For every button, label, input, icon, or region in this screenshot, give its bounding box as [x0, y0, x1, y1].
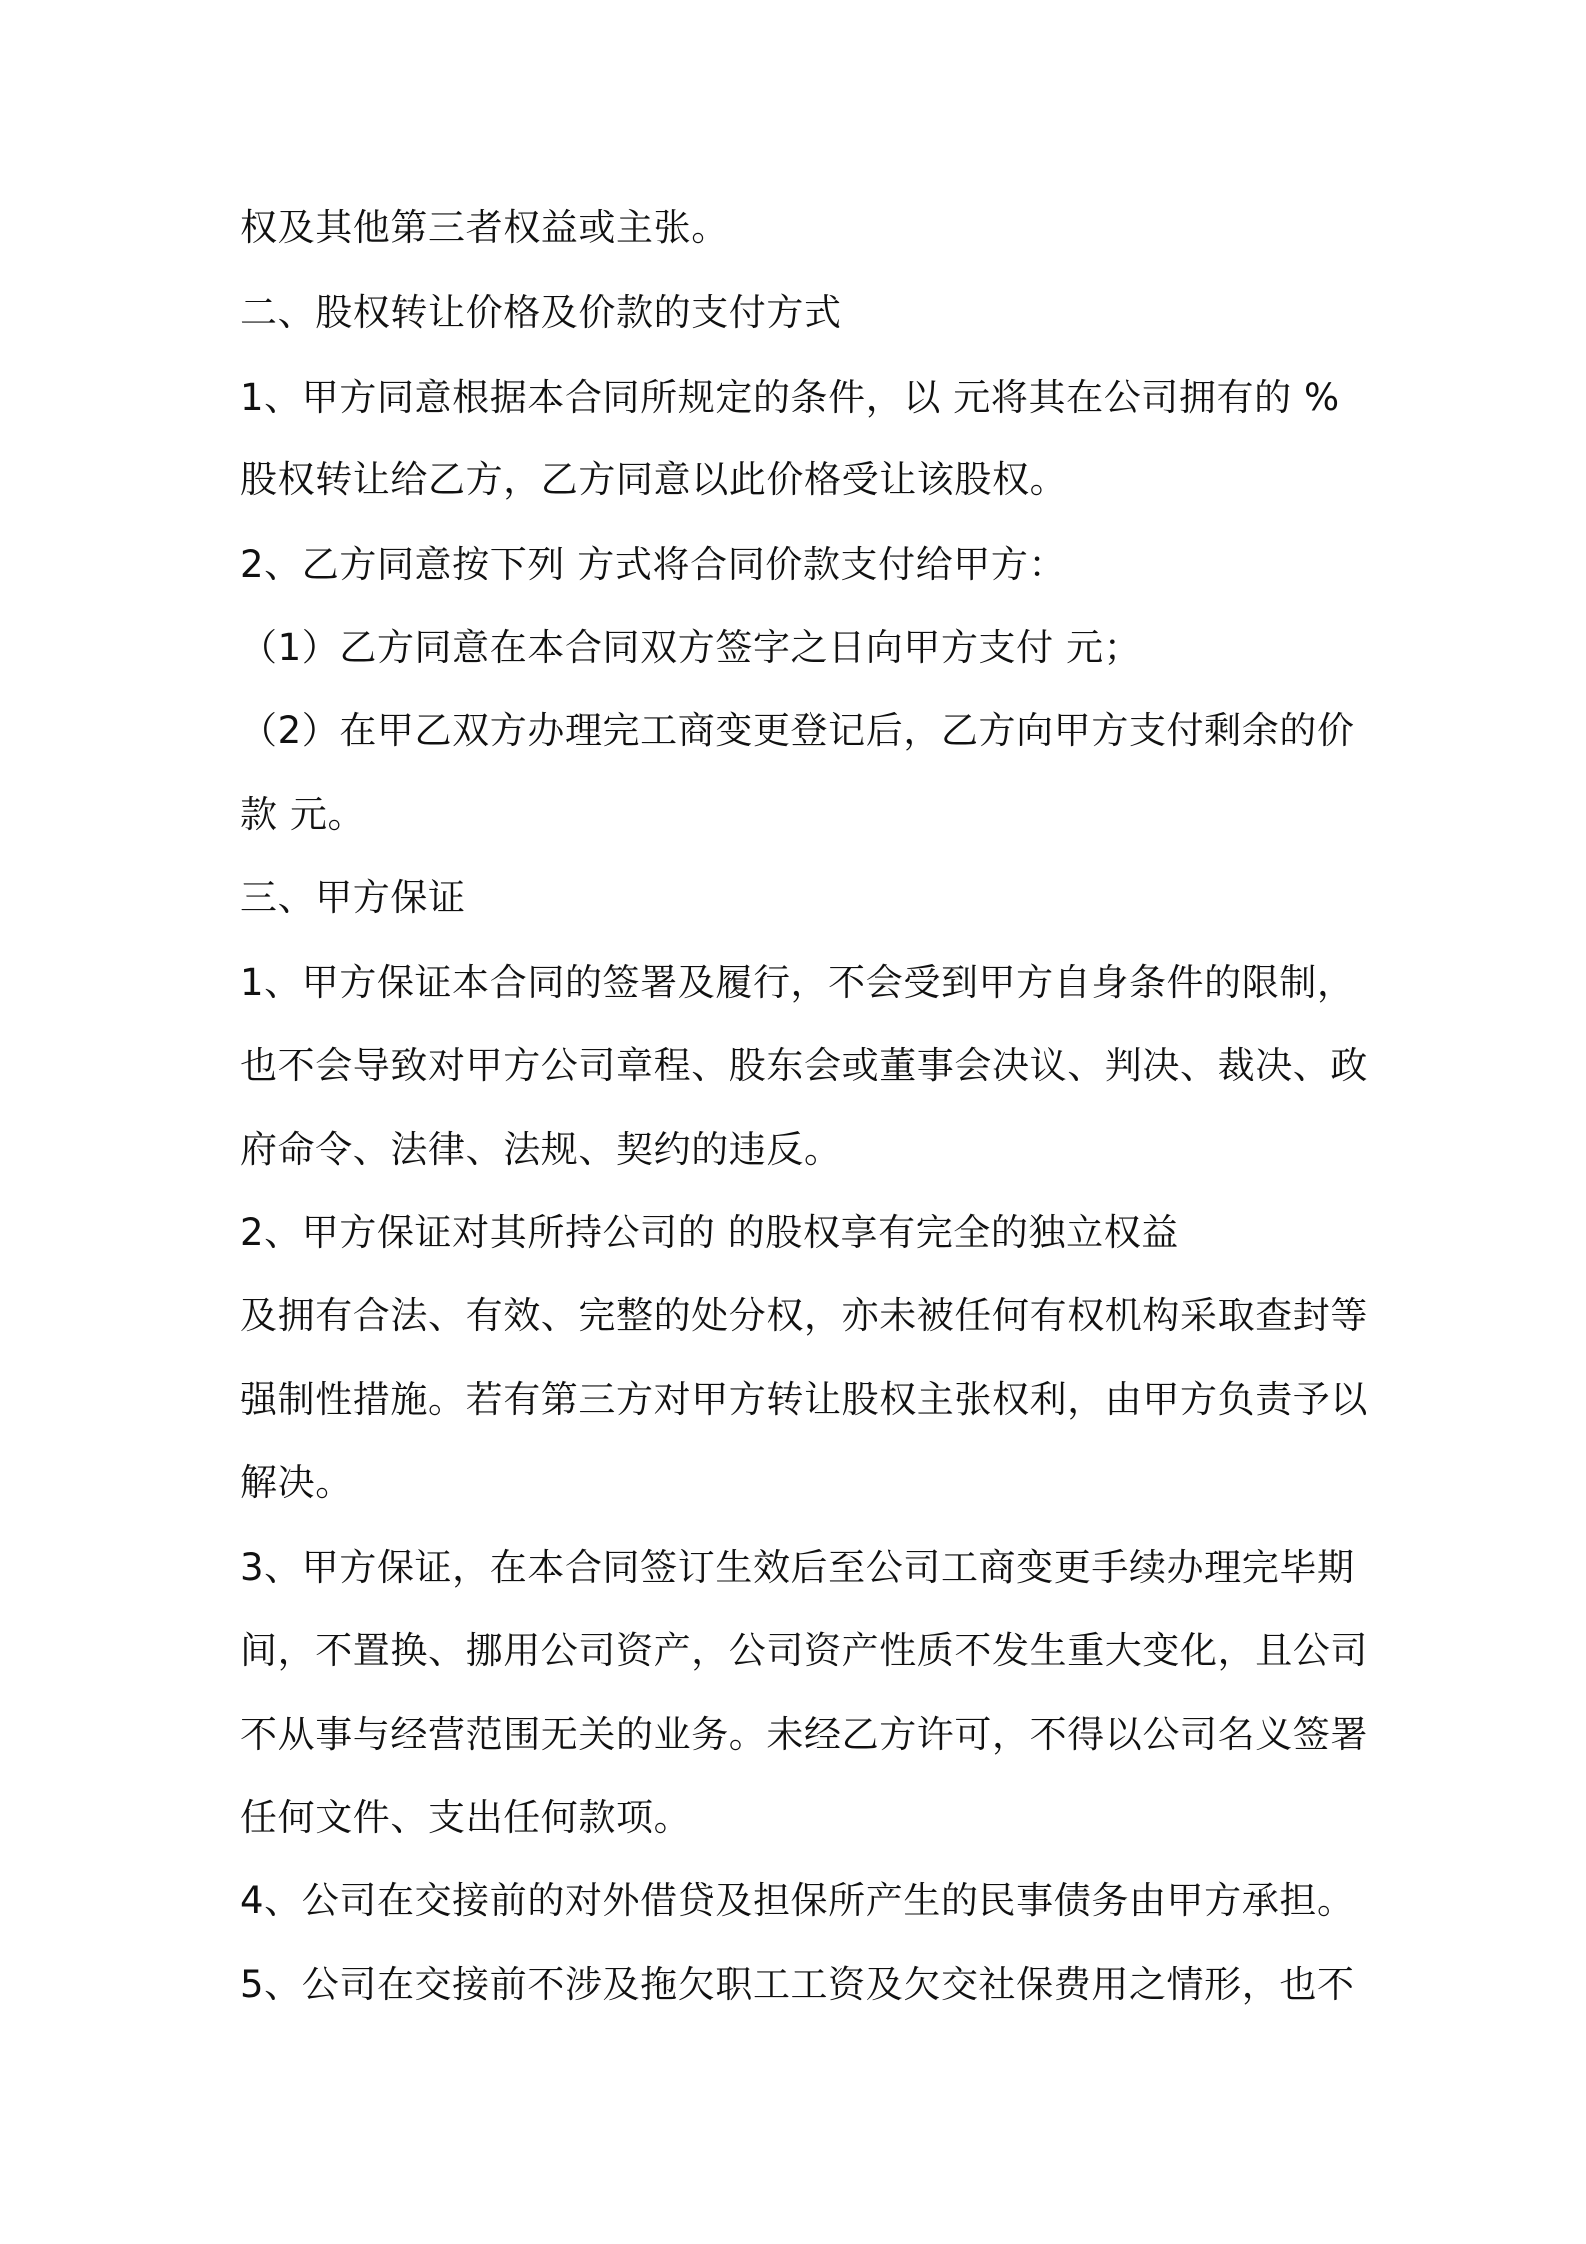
text-line: 任何文件、支出任何款项。	[240, 1796, 692, 1839]
text-line: 2、乙方同意按下列 方式将合同价款支付给甲方：	[240, 543, 1067, 586]
text-line: 强制性措施。若有第三方对甲方转让股权主张权利，由甲方负责予以	[240, 1378, 1368, 1421]
text-line: 府命令、法律、法规、契约的违反。	[240, 1128, 842, 1171]
section-heading: 三、甲方保证	[240, 876, 466, 919]
text-line: 3、甲方保证，在本合同签订生效后至公司工商变更手续办理完毕期	[240, 1546, 1355, 1589]
section-heading: 二、股权转让价格及价款的支付方式	[240, 291, 842, 334]
text-line: 4、公司在交接前的对外借贷及担保所产生的民事债务由甲方承担。	[240, 1879, 1355, 1922]
text-line: 解决。	[240, 1461, 353, 1504]
text-line: （1）乙方同意在本合同双方签字之日向甲方支付 元；	[240, 626, 1142, 669]
text-line: 5、公司在交接前不涉及拖欠职工工资及欠交社保费用之情形，也不	[240, 1963, 1355, 2006]
text-line: 2、甲方保证对其所持公司的 的股权享有完全的独立权益	[240, 1211, 1179, 1254]
text-line: 1、甲方同意根据本合同所规定的条件，以 元将其在公司拥有的 %	[240, 376, 1340, 419]
text-line: 不从事与经营范围无关的业务。未经乙方许可，不得以公司名义签署	[240, 1713, 1368, 1756]
text-line: 股权转让给乙方，乙方同意以此价格受让该股权。	[240, 458, 1068, 501]
text-line: 1、甲方保证本合同的签署及履行，不会受到甲方自身条件的限制，	[240, 961, 1355, 1004]
text-line: （2）在甲乙双方办理完工商变更登记后，乙方向甲方支付剩余的价	[240, 709, 1355, 752]
text-line: 权及其他第三者权益或主张。	[240, 206, 729, 249]
text-line: 及拥有合法、有效、完整的处分权，亦未被任何有权机构采取查封等	[240, 1294, 1368, 1337]
text-line: 款 元。	[240, 793, 366, 836]
text-line: 也不会导致对甲方公司章程、股东会或董事会决议、判决、裁决、政	[240, 1044, 1368, 1087]
text-line: 间，不置换、挪用公司资产，公司资产性质不发生重大变化，且公司	[240, 1629, 1368, 1672]
